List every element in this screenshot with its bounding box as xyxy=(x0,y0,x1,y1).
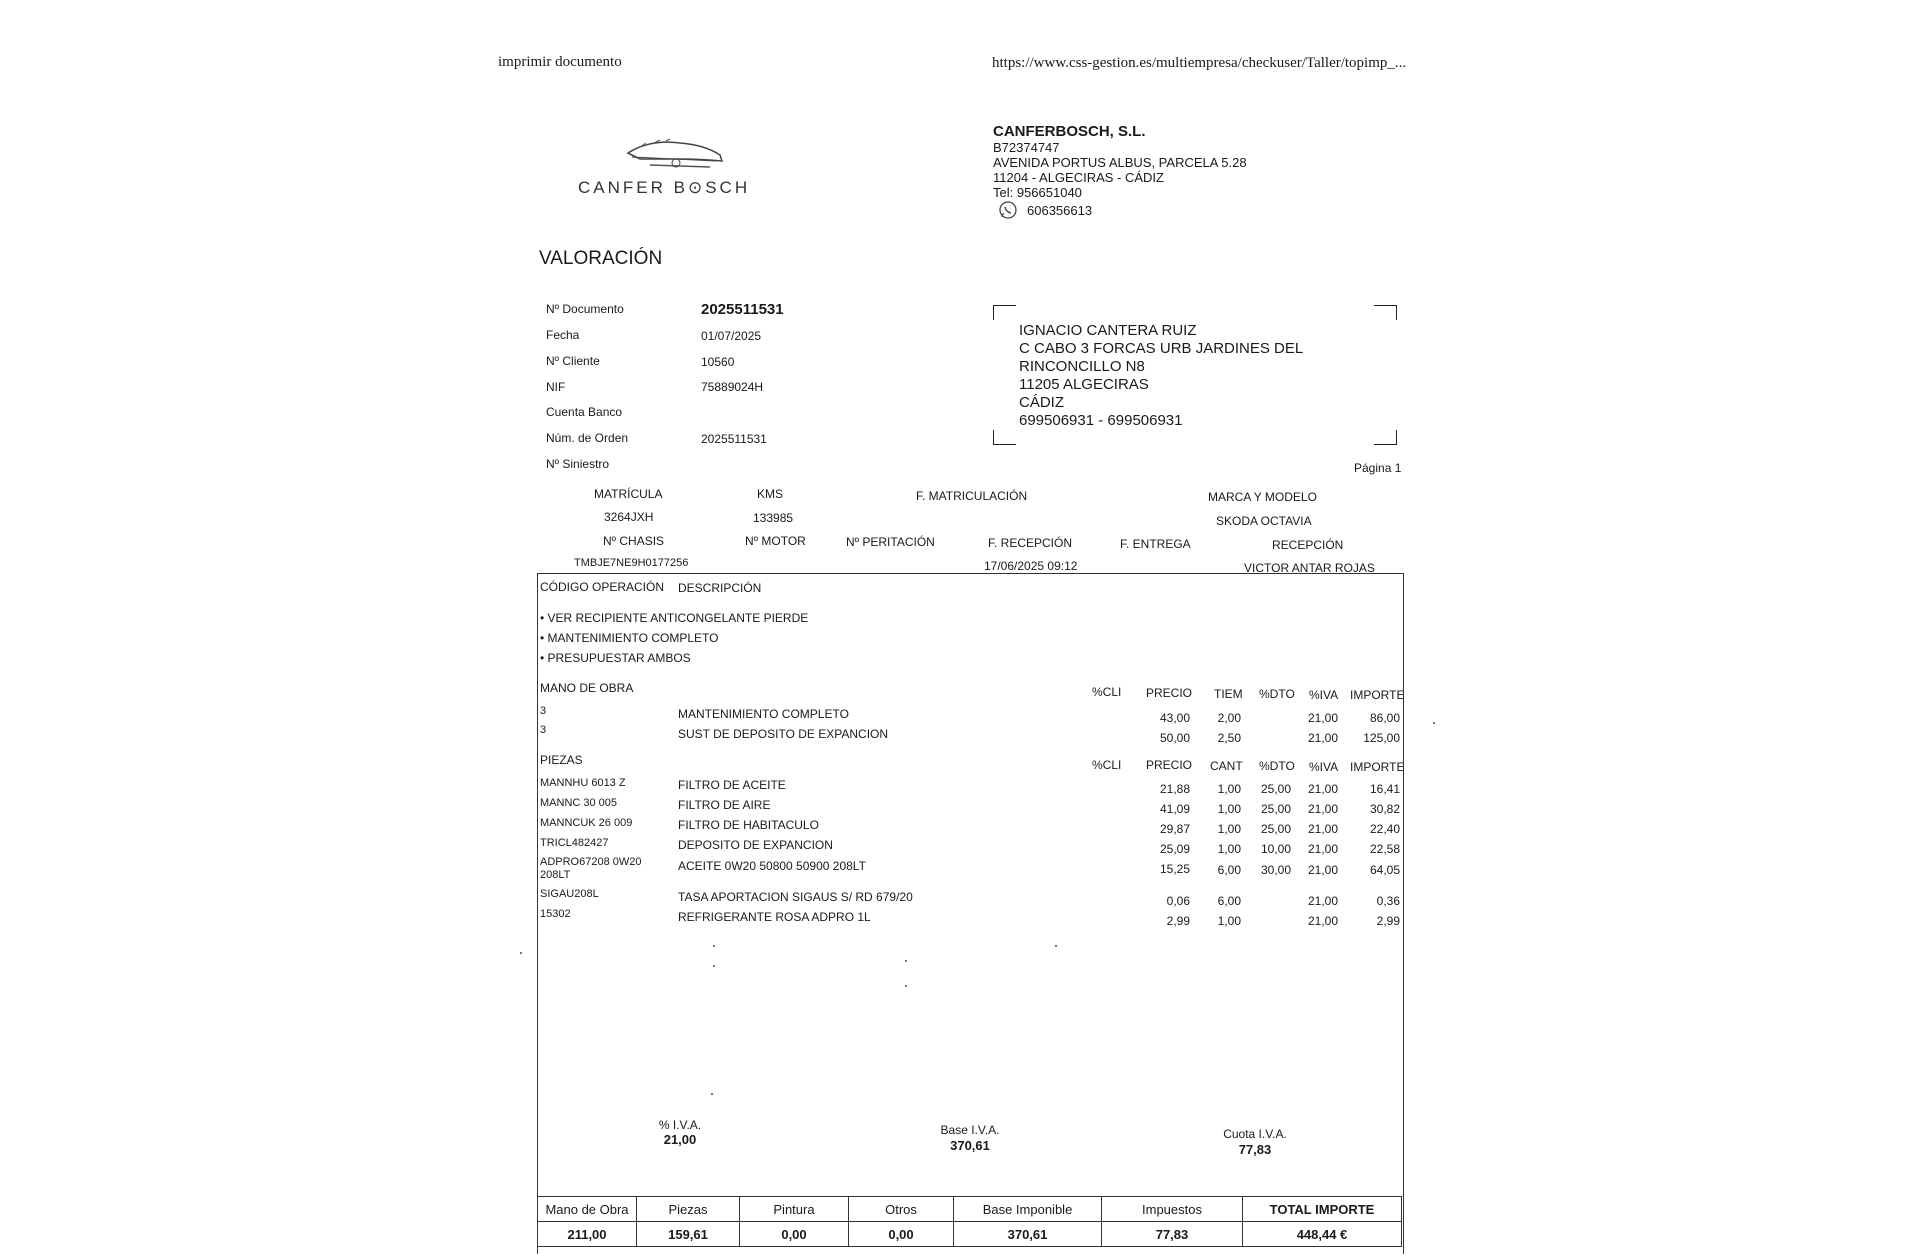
part-vat: 21,00 xyxy=(1307,894,1338,908)
vehicle-label: Nº PERITACIÓN xyxy=(846,535,935,549)
part-discount: 25,00 xyxy=(1260,822,1291,836)
client-province: CÁDIZ xyxy=(1019,394,1064,411)
labour-code: 3 xyxy=(540,705,547,717)
part-amount: 2,99 xyxy=(1376,914,1400,928)
vehicle-model: SKODA OCTAVIA xyxy=(1216,514,1312,528)
vehicle-label: MARCA Y MODELO xyxy=(1208,490,1317,504)
info-label: Fecha xyxy=(546,328,580,342)
scan-artifact xyxy=(711,1093,713,1095)
part-code: MANNC 30 005 xyxy=(540,797,618,809)
labour-header: %IVA xyxy=(1309,688,1339,702)
scan-artifact xyxy=(1055,945,1057,947)
part-amount: 16,41 xyxy=(1369,782,1400,796)
part-description: REFRIGERANTE ROSA ADPRO 1L xyxy=(678,910,871,924)
labour-amount: 86,00 xyxy=(1369,711,1400,725)
order-number: 2025511531 xyxy=(701,432,767,446)
vehicle-label: RECEPCIÓN xyxy=(1272,538,1344,552)
part-quantity: 1,00 xyxy=(1217,802,1241,816)
totals-table xyxy=(537,1196,1402,1247)
labour-header: %CLI xyxy=(1092,685,1122,699)
part-discount: 25,00 xyxy=(1260,782,1291,796)
part-code: TRICL482427 xyxy=(540,837,609,849)
part-price: 0,06 xyxy=(1166,894,1190,908)
vehicle-label: Nº CHASIS xyxy=(603,534,665,548)
part-description: FILTRO DE HABITACULO xyxy=(678,818,819,832)
scan-artifact xyxy=(713,945,715,947)
vehicle-plate: 3264JXH xyxy=(604,510,654,524)
window-corner xyxy=(1374,305,1397,320)
totals-header: Pintura xyxy=(740,1197,849,1222)
part-price: 25,09 xyxy=(1159,842,1190,856)
part-description: FILTRO DE ACEITE xyxy=(678,778,786,792)
labour-price: 43,00 xyxy=(1159,711,1190,725)
vehicle-kms: 133985 xyxy=(753,511,794,525)
document-date: 01/07/2025 xyxy=(701,329,762,343)
labour-code: 3 xyxy=(540,724,547,736)
part-quantity: 1,00 xyxy=(1217,914,1241,928)
operation-code-header: CÓDIGO OPERACIÓN xyxy=(540,580,665,594)
vehicle-label: KMS xyxy=(757,487,784,501)
info-label: Nº Documento xyxy=(546,302,624,316)
part-vat: 21,00 xyxy=(1307,842,1338,856)
part-code: MANNCUK 26 009 xyxy=(540,817,633,829)
totals-header: Otros xyxy=(849,1197,954,1222)
part-quantity: 1,00 xyxy=(1217,782,1241,796)
part-code: SIGAU208L xyxy=(540,888,599,900)
part-code-line2: 208LT xyxy=(540,869,571,881)
info-label: Nº Cliente xyxy=(546,354,600,368)
part-price: 41,09 xyxy=(1159,802,1190,816)
part-description: TASA APORTACION SIGAUS S/ RD 679/20 xyxy=(678,890,913,904)
part-description: FILTRO DE AIRE xyxy=(678,798,771,812)
part-amount: 30,82 xyxy=(1369,802,1400,816)
window-corner xyxy=(993,305,1016,320)
info-label: Cuenta Banco xyxy=(546,405,623,419)
vat-base: 370,61 xyxy=(950,1138,990,1153)
vat-amount-label: Cuota I.V.A. xyxy=(1223,1127,1287,1141)
part-vat: 21,00 xyxy=(1307,782,1338,796)
part-quantity: 1,00 xyxy=(1217,842,1241,856)
labour-amount: 125,00 xyxy=(1363,731,1400,745)
part-code: 15302 xyxy=(540,908,571,920)
parts-header: PRECIO xyxy=(1146,758,1193,772)
scan-artifact xyxy=(713,965,715,967)
part-price: 15,25 xyxy=(1159,862,1190,876)
labour-vat: 21,00 xyxy=(1307,731,1338,745)
part-quantity: 1,00 xyxy=(1217,822,1241,836)
part-code: MANNHU 6013 Z xyxy=(540,777,626,789)
print-header-title: imprimir documento xyxy=(498,54,622,70)
company-cif: B72374747 xyxy=(993,140,1060,155)
vat-base-label: Base I.V.A. xyxy=(940,1123,1000,1137)
page-number: Página 1 xyxy=(1354,461,1402,475)
print-header-url: https://www.css-gestion.es/multiempresa/checkuser/Taller/topimp_... xyxy=(992,55,1407,71)
client-nif: 75889024H xyxy=(701,380,764,394)
info-label: Nº Siniestro xyxy=(546,457,610,471)
part-amount: 22,58 xyxy=(1369,842,1400,856)
labour-header: TIEM xyxy=(1214,687,1243,701)
totals-header: Impuestos xyxy=(1102,1197,1243,1222)
client-address: RINCONCILLO N8 xyxy=(1019,358,1145,375)
window-corner xyxy=(993,430,1016,445)
labour-description: SUST DE DEPOSITO DE EXPANCION xyxy=(678,727,889,741)
total-parts: 159,61 xyxy=(637,1222,740,1247)
labour-header: IMPORTE xyxy=(1350,688,1405,702)
part-description: DEPOSITO DE EXPANCION xyxy=(678,838,833,852)
reception-date: 17/06/2025 09:12 xyxy=(984,559,1078,573)
part-quantity: 6,00 xyxy=(1217,894,1241,908)
labour-header: %DTO xyxy=(1259,687,1295,701)
part-vat: 21,00 xyxy=(1307,863,1338,877)
scan-artifact xyxy=(905,960,907,962)
company-whatsapp: 606356613 xyxy=(1027,203,1093,218)
labour-price: 50,00 xyxy=(1159,731,1190,745)
vat-rate: 21,00 xyxy=(663,1132,697,1147)
totals-value-row xyxy=(538,1222,1402,1247)
client-phones: 699506931 - 699506931 xyxy=(1019,412,1183,429)
document-number: 2025511531 xyxy=(701,301,784,318)
part-amount: 64,05 xyxy=(1369,863,1400,877)
part-price: 21,88 xyxy=(1159,782,1190,796)
total-other: 0,00 xyxy=(849,1222,954,1247)
company-logo-text: CANFER B⊙SCH xyxy=(578,178,751,197)
info-label: Núm. de Orden xyxy=(546,431,629,445)
company-address: AVENIDA PORTUS ALBUS, PARCELA 5.28 xyxy=(993,155,1247,170)
part-price: 29,87 xyxy=(1159,822,1190,836)
window-corner xyxy=(1374,430,1397,445)
part-price: 2,99 xyxy=(1166,914,1190,928)
total-taxes: 77,83 xyxy=(1102,1222,1243,1247)
parts-header: IMPORTE xyxy=(1350,760,1405,774)
document-title: VALORACIÓN xyxy=(539,248,663,269)
part-description: ACEITE 0W20 50800 50900 208LT xyxy=(678,859,866,873)
company-name: CANFERBOSCH, S.L. xyxy=(993,123,1146,140)
total-taxable-base: 370,61 xyxy=(954,1222,1102,1247)
reception-agent: VICTOR ANTAR ROJAS xyxy=(1244,561,1375,575)
totals-header: Base Imponible xyxy=(954,1197,1102,1222)
total-labour: 211,00 xyxy=(538,1222,637,1247)
parts-header: CANT xyxy=(1210,759,1243,773)
totals-header: TOTAL IMPORTE xyxy=(1243,1197,1402,1222)
labour-vat: 21,00 xyxy=(1307,711,1338,725)
totals-header: Piezas xyxy=(637,1197,740,1222)
part-discount: 25,00 xyxy=(1260,802,1291,816)
operation-description-header: DESCRIPCIÓN xyxy=(678,581,762,595)
total-paint: 0,00 xyxy=(740,1222,849,1247)
scan-artifact xyxy=(1433,722,1435,724)
labour-time: 2,50 xyxy=(1217,731,1241,745)
whatsapp-icon xyxy=(998,200,1018,220)
client-number: 10560 xyxy=(701,355,735,369)
vat-rate-label: % I.V.A. xyxy=(658,1118,702,1132)
labour-time: 2,00 xyxy=(1217,711,1241,725)
labour-description: MANTENIMIENTO COMPLETO xyxy=(678,707,849,721)
parts-header: %IVA xyxy=(1309,760,1339,774)
vehicle-label: F. MATRICULACIÓN xyxy=(916,489,1028,503)
company-tel: Tel: 956651040 xyxy=(993,185,1082,200)
company-city: 11204 - ALGECIRAS - CÁDIZ xyxy=(993,170,1164,185)
part-vat: 21,00 xyxy=(1307,802,1338,816)
parts-title: PIEZAS xyxy=(540,753,583,767)
vehicle-label: Nº MOTOR xyxy=(745,534,806,548)
part-vat: 21,00 xyxy=(1307,914,1338,928)
part-vat: 21,00 xyxy=(1307,822,1338,836)
labour-title: MANO DE OBRA xyxy=(540,681,634,695)
client-address: C CABO 3 FORCAS URB JARDINES DEL xyxy=(1019,340,1304,357)
part-quantity: 6,00 xyxy=(1217,863,1241,877)
info-label: NIF xyxy=(546,380,566,394)
labour-header: PRECIO xyxy=(1146,686,1193,700)
part-discount: 30,00 xyxy=(1260,863,1291,877)
parts-header: %CLI xyxy=(1092,758,1122,772)
vehicle-label: F. ENTREGA xyxy=(1120,537,1191,551)
part-discount: 10,00 xyxy=(1260,842,1291,856)
part-code: ADPRO67208 0W20 xyxy=(540,856,642,868)
client-name: IGNACIO CANTERA RUIZ xyxy=(1019,322,1197,339)
vehicle-label: MATRÍCULA xyxy=(594,487,663,501)
operation-item: • VER RECIPIENTE ANTICONGELANTE PIERDE xyxy=(540,611,809,625)
parts-header: %DTO xyxy=(1259,759,1295,773)
operation-item: • MANTENIMIENTO COMPLETO xyxy=(540,631,719,645)
totals-header: Mano de Obra xyxy=(538,1197,637,1222)
scan-artifact xyxy=(905,985,907,987)
part-amount: 0,36 xyxy=(1376,894,1400,908)
client-city: 11205 ALGECIRAS xyxy=(1019,376,1149,393)
grand-total: 448,44 € xyxy=(1243,1222,1402,1247)
vehicle-label: F. RECEPCIÓN xyxy=(988,536,1073,550)
scan-artifact xyxy=(520,952,522,954)
part-amount: 22,40 xyxy=(1369,822,1400,836)
operation-item: • PRESUPUESTAR AMBOS xyxy=(540,651,691,665)
vat-amount: 77,83 xyxy=(1238,1142,1272,1157)
totals-header-row xyxy=(538,1197,1402,1222)
vehicle-chassis: TMBJE7NE9H0177256 xyxy=(574,557,689,569)
